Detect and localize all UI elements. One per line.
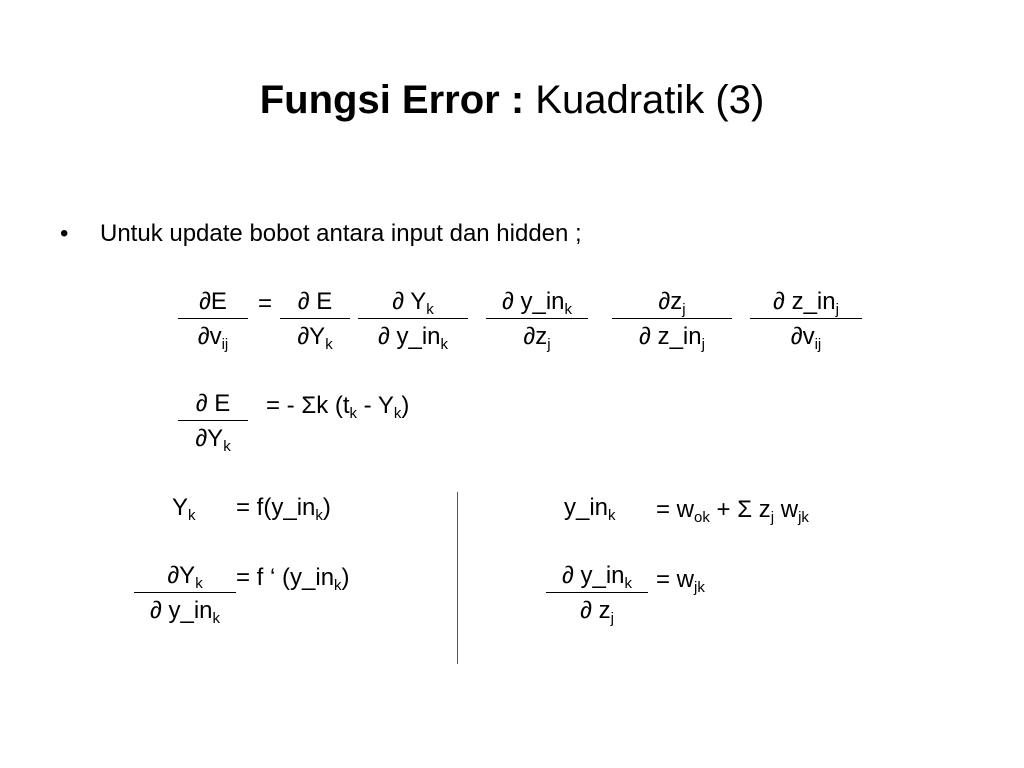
eq5-lhs-var: y_in <box>564 494 609 521</box>
eq2-rhs-d: ) <box>401 392 410 419</box>
eq1-f4-den: z_in <box>657 323 702 350</box>
fraction-bar <box>612 318 732 319</box>
eq1-lhs-fraction <box>178 288 248 351</box>
eq3-rhs-b: ) <box>322 494 331 521</box>
eq1-f5-num: z_in <box>791 288 836 315</box>
fraction-bar <box>358 318 468 319</box>
eq4-rhs <box>236 564 350 592</box>
partial-symbol: ∂ <box>297 323 310 350</box>
eq3-lhs <box>172 494 196 522</box>
eq2-fraction <box>178 390 248 453</box>
eq1-equals: = <box>258 290 273 317</box>
fraction-bar <box>750 318 862 319</box>
subscript: ij <box>221 336 229 353</box>
fraction-bar <box>486 318 588 319</box>
fraction-bar <box>134 592 236 593</box>
column-divider <box>457 492 458 664</box>
partial-symbol: ∂ <box>167 562 180 589</box>
sigma-symbol: Σ <box>301 392 317 419</box>
eq5-lhs <box>564 494 616 522</box>
eq4-rhs-b: ) <box>341 564 350 591</box>
subscript: ij <box>814 336 822 353</box>
subscript: k <box>325 336 333 353</box>
eq1-lhs-den: v <box>209 323 222 350</box>
partial-symbol: ∂ <box>377 323 390 350</box>
subscript: k <box>212 610 221 627</box>
bullet-icon: • <box>60 220 69 247</box>
eq4-num: Y <box>179 562 196 589</box>
bullet-item <box>60 220 582 248</box>
eq6-fraction <box>546 562 648 625</box>
subscript: j <box>835 301 839 318</box>
title-rest: Kuadratik (3) <box>535 78 765 122</box>
subscript: k <box>188 507 196 524</box>
eq1-f2-den: y_in <box>396 323 441 350</box>
eq1-f3-den: z <box>535 323 548 350</box>
eq1-f1-den: Y <box>309 323 326 350</box>
subscript: k <box>426 301 434 318</box>
partial-symbol: ∂ <box>199 288 211 315</box>
eq5-rhs-d: w <box>774 496 799 523</box>
eq2-rhs-c: - Y <box>357 392 394 419</box>
subscript: jk <box>798 509 809 526</box>
eq1-lhs-num: E <box>210 288 227 315</box>
eq3-rhs-a: = f(y_in <box>236 494 316 521</box>
bullet-text: Untuk update bobot antara input dan hidden ; <box>100 220 582 247</box>
partial-symbol: ∂ <box>195 425 208 452</box>
subscript: j <box>701 336 705 353</box>
subscript: k <box>440 336 449 353</box>
eq6-num: y_in <box>580 562 625 589</box>
title-bold: Fungsi Error : <box>259 78 525 122</box>
partial-symbol: ∂ <box>195 390 208 417</box>
subscript: jk <box>694 579 705 596</box>
subscript: k <box>393 405 402 422</box>
subscript: j <box>610 610 614 627</box>
eq1-f3-num: y_in <box>520 288 565 315</box>
eq4-den: y_in <box>168 597 213 624</box>
sigma-symbol: Σ <box>737 496 753 523</box>
subscript: k <box>624 575 633 592</box>
eq2-den: Y <box>207 425 224 452</box>
eq4-rhs-a: = f ‘ (y_in <box>236 564 335 591</box>
slide-title <box>0 78 1024 123</box>
partial-symbol: ∂ <box>197 323 210 350</box>
eq6-rhs <box>656 566 705 594</box>
eq3-rhs <box>236 494 331 522</box>
fraction-bar <box>178 318 248 319</box>
eq2-rhs-a: = - <box>266 392 302 419</box>
eq1-fraction-2 <box>358 288 468 351</box>
partial-symbol: ∂ <box>639 323 651 350</box>
eq2-num: E <box>214 390 231 417</box>
eq2-rhs-b: k (t <box>316 392 350 419</box>
subscript: k <box>608 507 616 524</box>
fraction-bar <box>178 420 248 421</box>
subscript: k <box>223 438 231 455</box>
partial-symbol: ∂ <box>658 288 671 315</box>
partial-symbol: ∂ <box>773 288 785 315</box>
fraction-bar <box>546 592 648 593</box>
eq1-fraction-1 <box>280 288 350 351</box>
eq3-lhs-var: Y <box>172 494 189 521</box>
subscript: j <box>682 301 686 318</box>
partial-symbol: ∂ <box>501 288 514 315</box>
eq6-rhs-a: = w <box>656 566 695 593</box>
partial-symbol: ∂ <box>523 323 536 350</box>
partial-symbol: ∂ <box>297 288 310 315</box>
eq1-f1-num: E <box>316 288 333 315</box>
subscript: k <box>564 301 573 318</box>
fraction-bar <box>280 318 350 319</box>
eq1-fraction-3 <box>486 288 588 351</box>
eq1-f4-num: z <box>670 288 683 315</box>
subscript: k <box>349 405 358 422</box>
eq1-f2-num: Y <box>410 288 427 315</box>
eq6-den: z <box>598 597 611 624</box>
partial-symbol: ∂ <box>149 597 162 624</box>
subscript: k <box>195 575 203 592</box>
eq2-rhs <box>266 392 409 420</box>
partial-symbol: ∂ <box>580 597 592 624</box>
eq5-rhs <box>656 496 809 524</box>
eq5-rhs-b: + <box>709 496 738 523</box>
subscript: ok <box>694 509 710 526</box>
eq1-f5-den: v <box>802 323 815 350</box>
eq4-fraction <box>134 562 236 625</box>
partial-symbol: ∂ <box>790 323 803 350</box>
partial-symbol: ∂ <box>561 562 574 589</box>
eq5-rhs-a: = w <box>656 496 695 523</box>
partial-symbol: ∂ <box>392 288 405 315</box>
subscript: k <box>334 577 342 594</box>
eq1-fraction-4 <box>612 288 732 351</box>
eq5-rhs-c: z <box>752 496 771 523</box>
eq1-fraction-5 <box>750 288 862 351</box>
subscript: k <box>315 507 323 524</box>
subscript: j <box>547 336 551 353</box>
subscript: j <box>770 509 775 526</box>
